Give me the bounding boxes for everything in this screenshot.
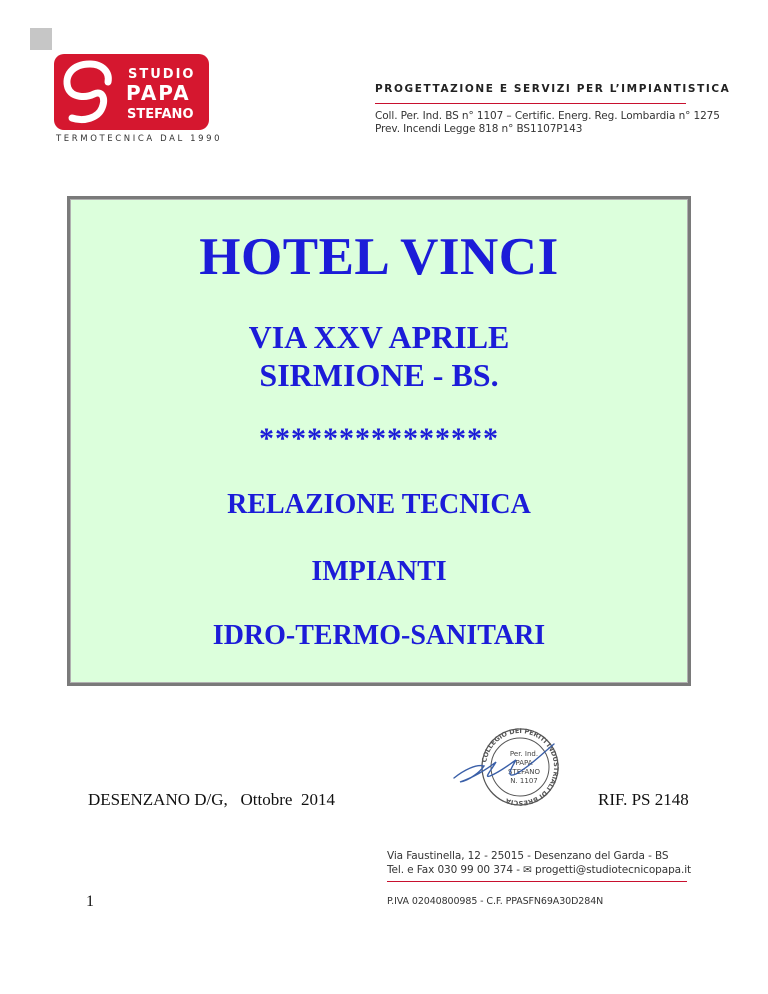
signature (454, 744, 554, 782)
place-date: DESENZANO D/G, Ottobre 2014 (88, 790, 335, 809)
footer-address: Via Faustinella, 12 - 25015 - Desenzano del Garda - BS (387, 850, 669, 862)
page-number: 1 (86, 893, 94, 910)
stamp-line4: N. 1107 (510, 777, 538, 785)
logo-text-stefano: STEFANO (127, 107, 194, 122)
header-registration: Coll. Per. Ind. BS n° 1107 – Certific. Energ. Reg. Lombardia n° 1275 (375, 110, 720, 122)
hotel-name: HOTEL VINCI (199, 228, 559, 286)
corner-marker (30, 28, 52, 50)
logo-tagline: TERMOTECNICA DAL 1990 (56, 134, 223, 144)
document-section: IMPIANTI (311, 556, 447, 587)
stamp-line2: PAPA (515, 759, 533, 767)
logo-text-studio: STUDIO (128, 67, 196, 82)
stamp-line1: Per. Ind. (509, 750, 539, 758)
document-subsection: IDRO-TERMO-SANITARI (212, 620, 546, 651)
header-divider (375, 103, 686, 104)
professional-stamp (450, 720, 560, 815)
footer-divider (387, 881, 687, 882)
footer-contact: Tel. e Fax 030 99 00 374 - ✉ progetti@studiotecnicopapa.it (387, 864, 692, 876)
studio-logo (54, 54, 209, 130)
address-street: VIA XXV APRILE (248, 319, 510, 355)
logo-text-papa: PAPA (126, 81, 191, 105)
document-type: RELAZIONE TECNICA (227, 489, 531, 520)
reference-code: RIF. PS 2148 (598, 790, 689, 809)
title-box (67, 196, 691, 686)
address-city: SIRMIONE - BS. (259, 357, 499, 393)
stamp-line3: STEFANO (507, 768, 541, 776)
header-fire-prevention: Prev. Incendi Legge 818 n° BS1107P143 (375, 123, 583, 135)
stamp-ring-text: COLLEGIO DEI PERITI INDUSTRIALI DI BRESCIA (480, 726, 560, 808)
header-title: PROGETTAZIONE E SERVIZI PER L’IMPIANTISTICA (375, 83, 731, 95)
stars-separator: *************** (259, 422, 499, 455)
footer-tax-ids: P.IVA 02040800985 - C.F. PPASFN69A30D284N (387, 896, 604, 907)
